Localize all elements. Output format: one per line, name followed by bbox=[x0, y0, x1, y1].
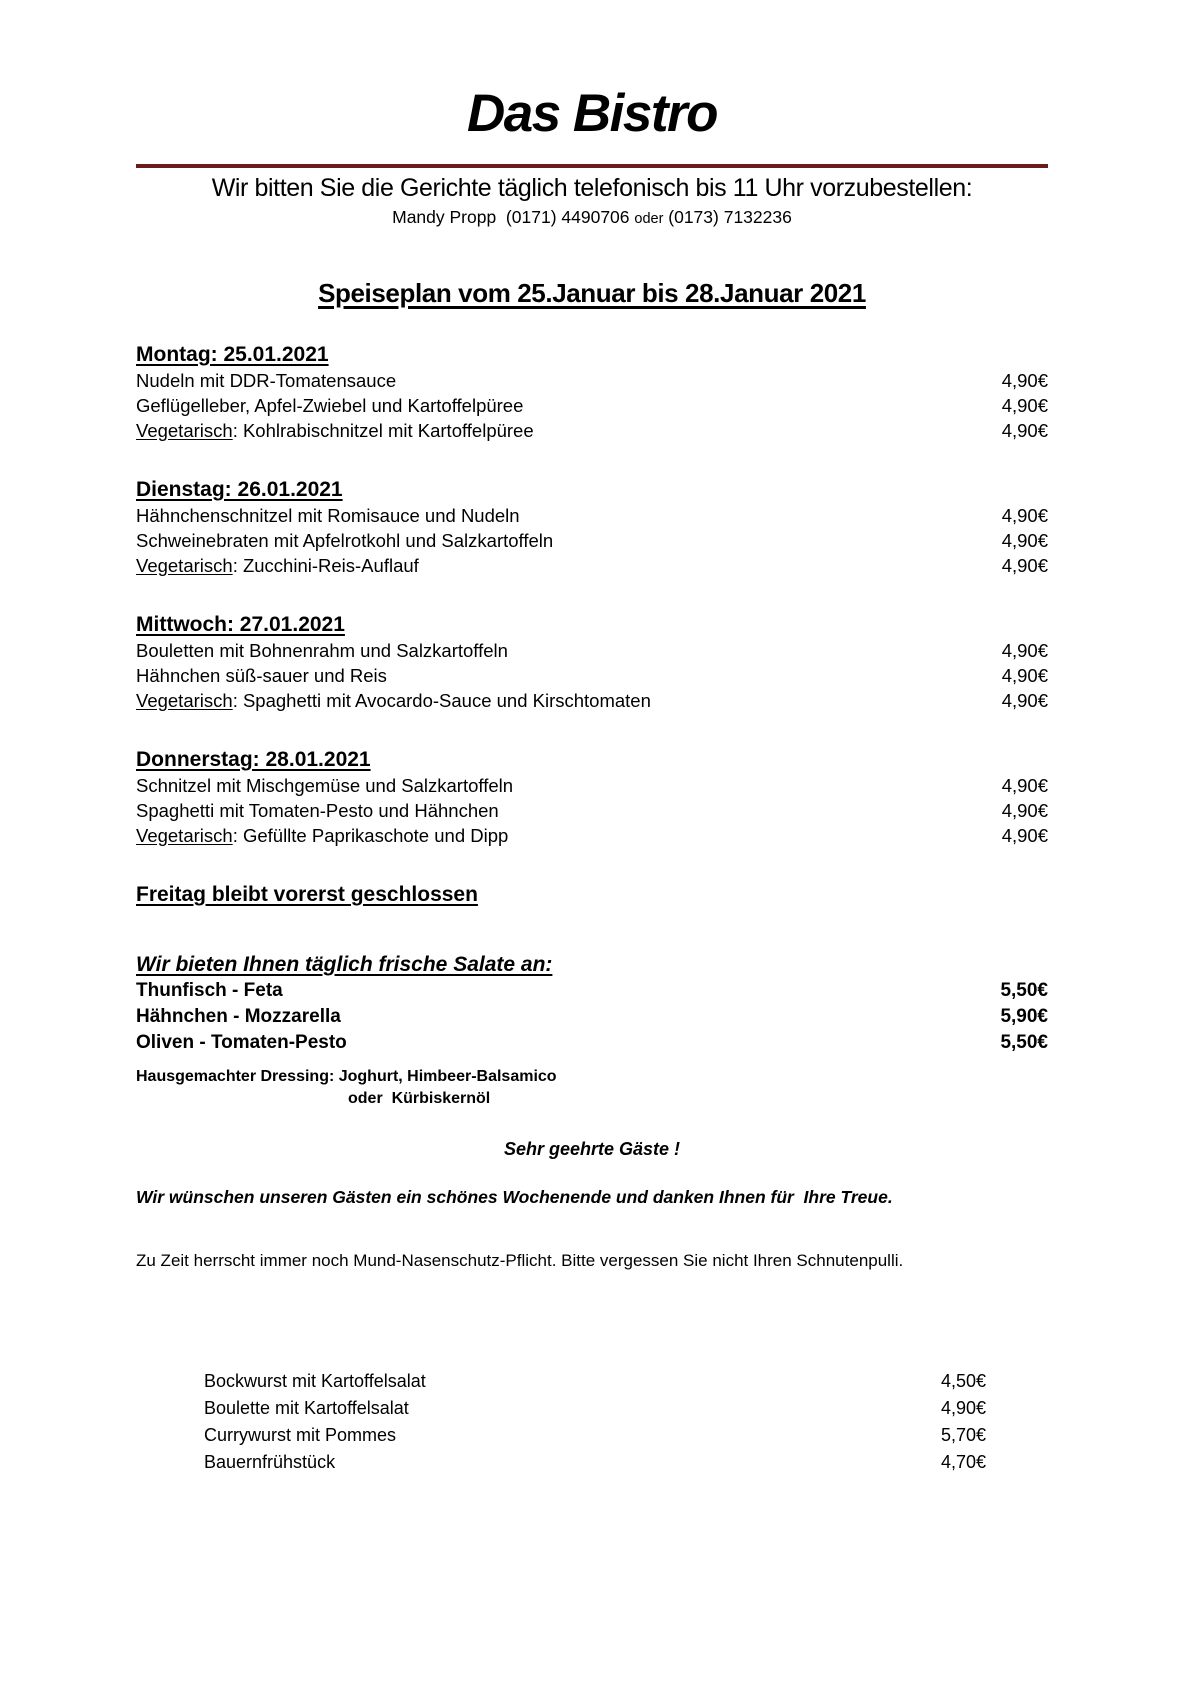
restaurant-title: Das Bistro bbox=[466, 84, 718, 143]
salad-price: 5,50€ bbox=[1000, 1031, 1048, 1053]
dish-price: 4,90€ bbox=[1001, 394, 1048, 416]
vegetarian-label: Vegetarisch bbox=[136, 554, 233, 576]
extra-name: Bockwurst mit Kartoffelsalat bbox=[204, 1370, 426, 1391]
header-divider bbox=[136, 164, 1048, 168]
dish-price: 4,90€ bbox=[1001, 774, 1048, 796]
dressing-line-2: oder Kürbiskernöl bbox=[348, 1089, 491, 1107]
dish-price: 4,90€ bbox=[1001, 689, 1048, 711]
dish-name: Spaghetti mit Tomaten-Pesto und Hähnchen bbox=[136, 799, 499, 821]
vegetarian-label: Vegetarisch bbox=[136, 824, 233, 846]
dressing-line-1: Hausgemachter Dressing: Joghurt, Himbeer-Balsamico bbox=[136, 1067, 557, 1085]
extra-row bbox=[204, 1368, 986, 1395]
dish-price: 4,90€ bbox=[1001, 799, 1048, 821]
dish-name-rest: : Kohlrabischnitzel mit Kartoffelpüree bbox=[232, 419, 534, 441]
guest-greeting: Sehr geehrte Gäste ! bbox=[503, 1138, 681, 1159]
day-heading: Donnerstag: 28.01.2021 bbox=[136, 747, 371, 771]
menu-row bbox=[136, 798, 1048, 823]
menu-row bbox=[136, 528, 1048, 553]
salad-row bbox=[136, 1004, 1048, 1030]
salads-heading: Wir bieten Ihnen täglich frische Salate an: bbox=[136, 952, 553, 976]
extra-row bbox=[204, 1422, 986, 1449]
dish-price: 4,90€ bbox=[1001, 369, 1048, 391]
dish-name: Schweinebraten mit Apfelrotkohl und Salzkartoffeln bbox=[136, 529, 554, 551]
extra-price: 4,50€ bbox=[940, 1370, 986, 1391]
plan-heading: Speiseplan vom 25.Januar bis 28.Januar 2021 bbox=[318, 277, 866, 308]
extra-name: Bauernfrühstück bbox=[204, 1451, 336, 1472]
vegetarian-label: Vegetarisch bbox=[136, 419, 233, 441]
day-heading: Dienstag: 26.01.2021 bbox=[136, 477, 343, 501]
dish-name: Nudeln mit DDR-Tomatensauce bbox=[136, 369, 397, 391]
dressing-note bbox=[136, 1066, 1048, 1110]
extra-row bbox=[204, 1395, 986, 1422]
day-section-thursday bbox=[136, 747, 1048, 848]
extra-name: Currywurst mit Pommes bbox=[204, 1424, 397, 1445]
contact-connector: oder bbox=[634, 210, 664, 227]
dish-price: 4,90€ bbox=[1001, 504, 1048, 526]
dish-name: Schnitzel mit Mischgemüse und Salzkartoffeln bbox=[136, 774, 514, 796]
dish-price: 4,90€ bbox=[1001, 664, 1048, 686]
menu-row bbox=[136, 773, 1048, 798]
dish-name bbox=[136, 418, 534, 443]
mask-notice: Zu Zeit herrscht immer noch Mund-Nasenschutz-Pflicht. Bitte vergessen Sie nicht Ihren Schnutenpulli. bbox=[136, 1250, 904, 1270]
day-section-tuesday bbox=[136, 477, 1048, 578]
dish-price: 4,90€ bbox=[1001, 529, 1048, 551]
dish-name: Hähnchenschnitzel mit Romisauce und Nudeln bbox=[136, 504, 520, 526]
salad-row bbox=[136, 1030, 1048, 1056]
extra-price: 4,90€ bbox=[940, 1397, 986, 1418]
salad-price: 5,90€ bbox=[1000, 1005, 1048, 1027]
day-section-wednesday bbox=[136, 612, 1048, 713]
contact-line bbox=[136, 206, 1048, 230]
menu-row bbox=[136, 663, 1048, 688]
menu-row-vegetarian bbox=[136, 688, 1048, 713]
day-heading: Mittwoch: 27.01.2021 bbox=[136, 612, 345, 636]
menu-row bbox=[136, 368, 1048, 393]
salads-section bbox=[136, 952, 1048, 1110]
weekend-wish: Wir wünschen unseren Gästen ein schönes Wochenende und danken Ihnen für Ihre Treue. bbox=[136, 1186, 893, 1207]
dish-name bbox=[136, 688, 651, 713]
extra-price: 4,70€ bbox=[940, 1451, 986, 1472]
salad-name: Thunfisch - Feta bbox=[136, 979, 283, 1001]
menu-row bbox=[136, 638, 1048, 663]
menu-row-vegetarian bbox=[136, 553, 1048, 578]
day-heading: Montag: 25.01.2021 bbox=[136, 342, 329, 366]
dish-name: Hähnchen süß-sauer und Reis bbox=[136, 664, 387, 686]
menu-row-vegetarian bbox=[136, 823, 1048, 848]
dish-name-rest: : Gefüllte Paprikaschote und Dipp bbox=[232, 824, 509, 846]
salad-name: Oliven - Tomaten-Pesto bbox=[136, 1031, 347, 1053]
menu-row-vegetarian bbox=[136, 418, 1048, 443]
dish-name-rest: : Spaghetti mit Avocardo-Sauce und Kirschtomaten bbox=[232, 689, 651, 711]
friday-closed-notice: Freitag bleibt vorerst geschlossen bbox=[136, 882, 478, 906]
extras-section bbox=[136, 1368, 1048, 1476]
dish-price: 4,90€ bbox=[1001, 824, 1048, 846]
dish-name bbox=[136, 823, 508, 848]
dish-price: 4,90€ bbox=[1001, 554, 1048, 576]
dish-price: 4,90€ bbox=[1001, 639, 1048, 661]
menu-row bbox=[136, 393, 1048, 418]
extra-price: 5,70€ bbox=[940, 1424, 986, 1445]
day-section-monday bbox=[136, 342, 1048, 443]
dish-name: Bouletten mit Bohnenrahm und Salzkartoffeln bbox=[136, 639, 508, 661]
preorder-notice: Wir bitten Sie die Gerichte täglich telefonisch bis 11 Uhr vorzubestellen: bbox=[211, 173, 973, 202]
vegetarian-label: Vegetarisch bbox=[136, 689, 233, 711]
salad-row bbox=[136, 978, 1048, 1004]
extra-name: Boulette mit Kartoffelsalat bbox=[204, 1397, 409, 1418]
dish-name bbox=[136, 553, 419, 578]
salad-name: Hähnchen - Mozzarella bbox=[136, 1005, 341, 1027]
salad-price: 5,50€ bbox=[1000, 979, 1048, 1001]
menu-row bbox=[136, 503, 1048, 528]
dish-name: Geflügelleber, Apfel-Zwiebel und Kartoffelpüree bbox=[136, 394, 524, 416]
dish-price: 4,90€ bbox=[1001, 419, 1048, 441]
dish-name-rest: : Zucchini-Reis-Auflauf bbox=[232, 554, 419, 576]
contact-alt-number: (0173) 7132236 bbox=[663, 206, 792, 227]
contact-name-number: Mandy Propp (0171) 4490706 bbox=[392, 206, 635, 227]
extra-row bbox=[204, 1449, 986, 1476]
